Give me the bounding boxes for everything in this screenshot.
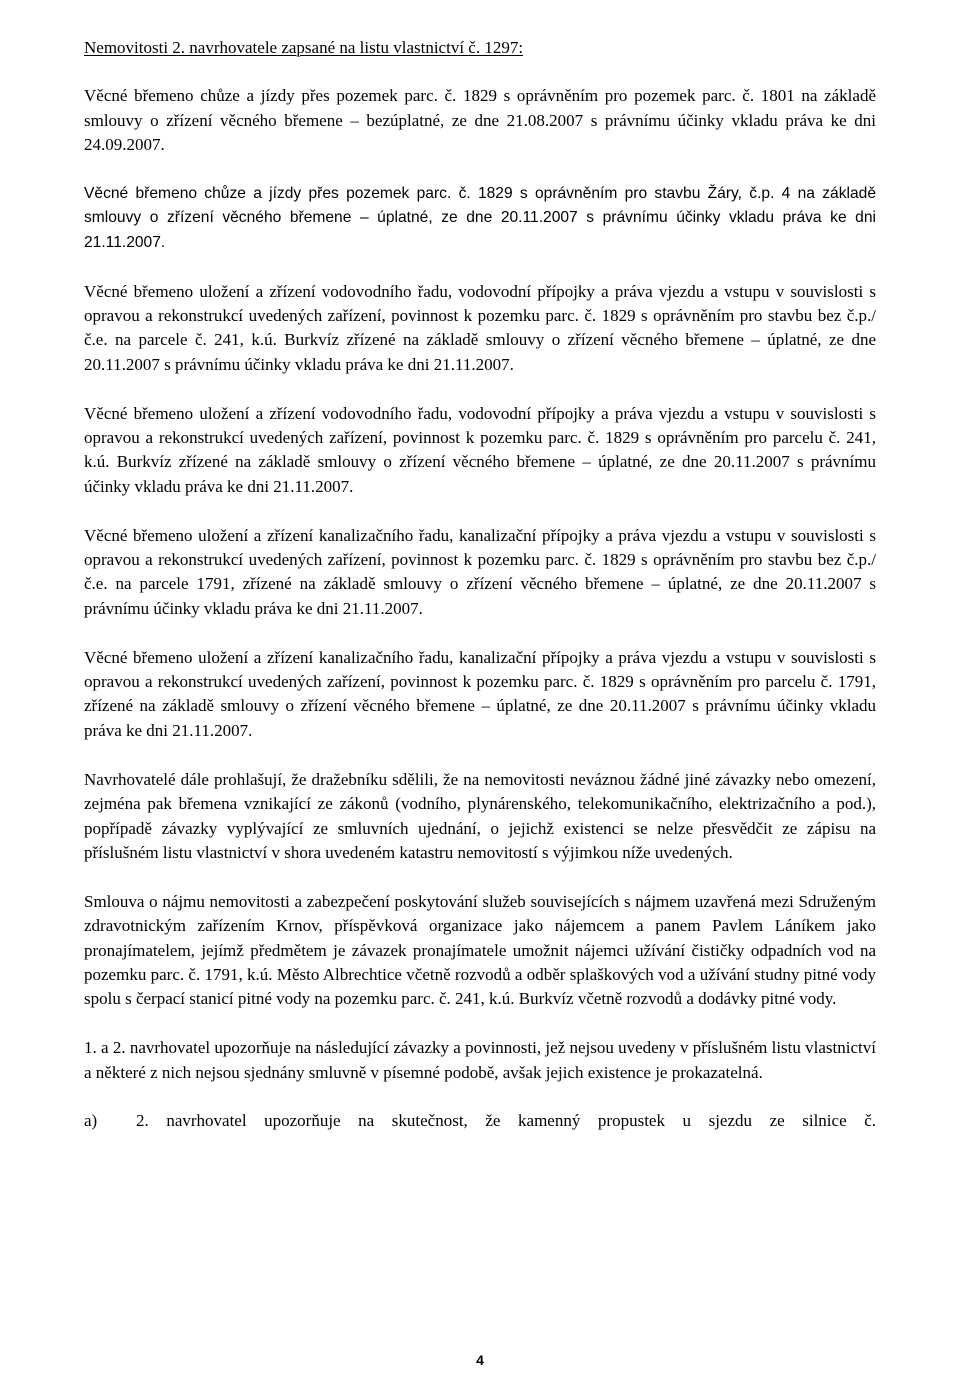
paragraph-easement-5: Věcné břemeno uložení a zřízení kanalizačního řadu, kanalizační přípojky a práva vjezdu a vstupu v souvislosti s opravou a rekonstrukcí uvedených zařízení, povinnost k pozemku parc. č. 1829 s oprávněním pro stavbu bez č.p./č.e. na parcele 1791, zřízené na základě smlouvy o zřízení věcného břemene – úplatné, ze dne 20.11.2007 s právnímu účinky vkladu práva ke dni 21.11.2007. bbox=[84, 525, 876, 618]
paragraph-easement-6: Věcné břemeno uložení a zřízení kanalizačního řadu, kanalizační přípojky a práva vjezdu a vstupu v souvislosti s opravou a rekonstrukcí uvedených zařízení, povinnost k pozemku parc. č. 1829 s oprávněním pro parcelu č. 1791, zřízené na základě smlouvy o zřízení věcného břemene – úplatné, ze dne 20.11.2007 s právnímu účinky vkladu práva ke dni 21.11.2007. bbox=[84, 647, 876, 740]
paragraph-easement-3: Věcné břemeno uložení a zřízení vodovodního řadu, vodovodní přípojky a práva vjezdu a vstupu v souvislosti s opravou a rekonstrukcí uvedených zařízení, povinnost k pozemku parc. č. 1829 s oprávněním pro stavbu bez č.p./č.e. na parcele č. 241, k.ú. Burkvíz zřízené na základě smlouvy o zřízení věcného břemene – úplatné, ze dne 20.11.2007 s právnímu účinky vkladu práva ke dni 21.11.2007. bbox=[84, 281, 876, 374]
page-number: 4 bbox=[476, 1352, 484, 1368]
paragraph-declaration: Navrhovatelé dále prohlašují, že dražebníku sdělili, že na nemovitosti neváznou žádné jiné závazky nebo omezení, zejména pak břemena vznikající ze zákonů (vodního, plynárenského, telekomunikačního, elektrizačního a pod.), popřípadě závazky vyplývající ze smluvních ujednání, o jejichž existenci se nelze přesvědčit ze zápisu na příslušném listu vlastnictví v shora uvedeném katastru nemovitostí s výjimkou níže uvedených. bbox=[84, 769, 876, 862]
document-page bbox=[84, 36, 876, 1134]
paragraph-easement-1: Věcné břemeno chůze a jízdy přes pozemek parc. č. 1829 s oprávněním pro pozemek parc. č. 1801 na základě smlouvy o zřízení věcného břemene – bezúplatné, ze dne 21.08.2007 s právnímu účinky vkladu práva ke dni 24.09.2007. bbox=[84, 86, 876, 155]
paragraph-easement-2: Věcné břemeno chůze a jízdy přes pozemek parc. č. 1829 s oprávněním pro stavbu Žáry, č.p. 4 na základě smlouvy o zřízení věcného břemene – úplatné, ze dne 20.11.2007 s právnímu účinky vkladu práva ke dni 21.11.2007. bbox=[84, 185, 876, 251]
section-heading: Nemovitosti 2. navrhovatele zapsané na listu vlastnictví č. 1297: bbox=[84, 38, 524, 57]
list-item-a bbox=[84, 1109, 876, 1133]
list-marker: a) bbox=[84, 1111, 98, 1131]
paragraph-easement-4: Věcné břemeno uložení a zřízení vodovodního řadu, vodovodní přípojky a práva vjezdu a vstupu v souvislosti s opravou a rekonstrukcí uvedených zařízení, povinnost k pozemku parc. č. 1829 s oprávněním pro parcelu č. 241, k.ú. Burkvíz zřízené na základě smlouvy o zřízení věcného břemene – úplatné, ze dne 20.11.2007 s právnímu účinky vkladu práva ke dni 21.11.2007. bbox=[84, 403, 876, 496]
paragraph-lease-contract: Smlouva o nájmu nemovitosti a zabezpečení poskytování služeb souvisejících s nájmem uzavřená mezi Sdruženým zdravotnickým zařízením Krnov, příspěvková organizace jako nájemcem a panem Pavlem Láníkem jako pronajímatelem, jejímž předmětem je závazek pronajímatele umožnit nájemci užívání čističky odpadních vod na pozemku parc. č. 1791, k.ú. Město Albrechtice včetně rozvodů a odběr splaškových vod a užívání studny pitné vody spolu s čerpací stanicí pitné vody na pozemku parc. č. 241, k.ú. Burkvíz včetně rozvodů a dodávky pitné vody. bbox=[84, 891, 876, 1009]
paragraph-notice: 1. a 2. navrhovatel upozorňuje na následující závazky a povinnosti, jež nejsou uvedeny v příslušném listu vlastnictví a některé z nich nejsou sjednány smluvně v písemné podobě, avšak jejich existence je prokazatelná. bbox=[84, 1038, 876, 1082]
list-item-text: 2. navrhovatel upozorňuje na skutečnost, že kamenný propustek u sjezdu ze silnice č. bbox=[136, 1111, 876, 1131]
